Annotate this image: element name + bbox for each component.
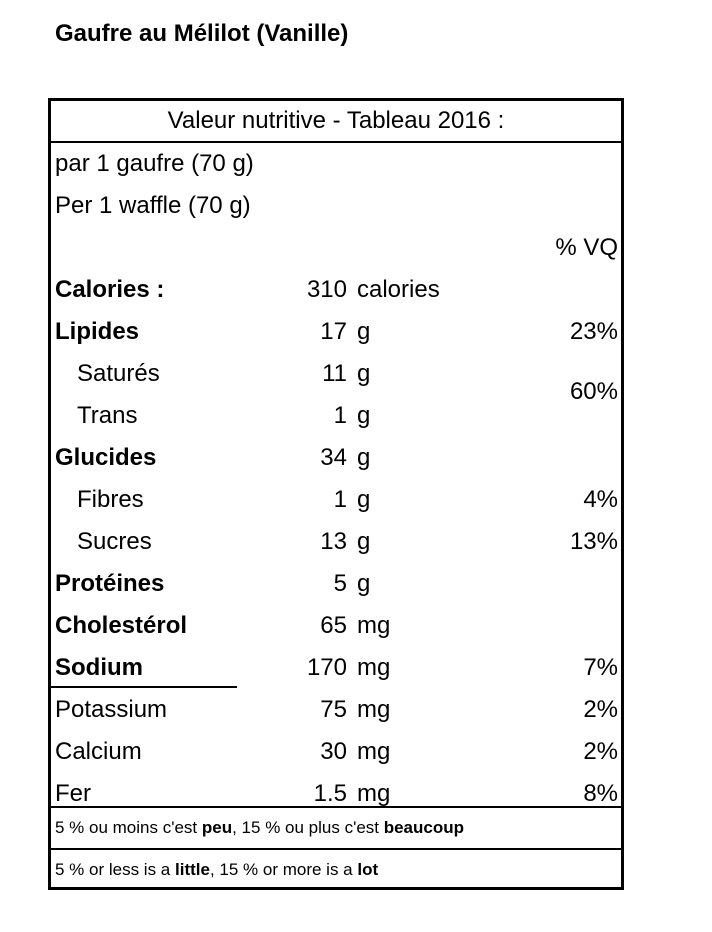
nutrient-name: Sodium: [55, 654, 143, 681]
nutrient-amount: 170: [306, 654, 347, 681]
footnote-en-high: lot: [357, 860, 379, 879]
nutrient-row-fibres: [51, 479, 621, 521]
nutrient-amount: 11: [322, 360, 347, 387]
nutrient-unit: calories: [357, 276, 440, 303]
nutrient-unit: mg: [357, 654, 391, 681]
nutrient-amount: 65: [320, 612, 347, 639]
nutrient-amount: 1.5: [313, 780, 347, 807]
daily-value-header: % VQ: [555, 234, 618, 261]
nutrient-name: Cholestérol: [55, 612, 188, 639]
nutrient-name: Calcium: [55, 738, 142, 765]
nutrient-name: Potassium: [55, 696, 168, 723]
nutrient-percent: 2%: [583, 696, 618, 723]
nutrient-unit: g: [357, 402, 371, 429]
nutrient-row-calcium: [51, 731, 621, 773]
nutrient-row-potassium: [51, 689, 621, 731]
nutrient-row-cholesterol: [51, 605, 621, 647]
nutrient-unit: g: [357, 570, 371, 597]
sodium-divider: [51, 686, 237, 688]
nutrient-row-lipides: [51, 311, 621, 353]
nutrient-percent: 8%: [583, 780, 618, 807]
nutrient-unit: mg: [357, 696, 391, 723]
nutrient-name: Glucides: [55, 444, 157, 471]
serving-size-en: Per 1 waffle (70 g): [55, 192, 251, 219]
nutrient-unit: mg: [357, 738, 391, 765]
nutrient-percent: 4%: [583, 486, 618, 513]
nutrient-name: Calories :: [55, 276, 165, 303]
nutrient-unit: mg: [357, 780, 391, 807]
nutrient-name: Saturés: [77, 360, 160, 387]
nutrient-row-trans: [51, 395, 621, 437]
nutrient-row-sodium: [51, 647, 621, 689]
nutrient-name: Fer: [55, 780, 91, 807]
nutrient-unit: g: [357, 360, 371, 387]
nutrient-unit: g: [357, 528, 371, 555]
product-title: Gaufre au Mélilot (Vanille): [55, 20, 349, 47]
footnote-fr-text: 5 % ou moins c'est: [55, 818, 202, 837]
nutrient-name: Fibres: [77, 486, 144, 513]
footnote-fr: [51, 806, 621, 848]
nutrient-amount: 30: [320, 738, 347, 765]
nutrient-name: Lipides: [55, 318, 140, 345]
nutrient-percent: 23%: [569, 318, 618, 345]
table-header: Valeur nutritive - Tableau 2016 :: [51, 101, 621, 143]
nutrient-amount: 17: [320, 318, 347, 345]
footnote-fr-text-mid: , 15 % ou plus c'est: [232, 818, 384, 837]
nutrient-amount: 13: [320, 528, 347, 555]
footnote-en-low: little: [175, 860, 210, 879]
nutrient-row-satures: [51, 353, 621, 395]
nutrient-amount: 310: [306, 276, 347, 303]
nutrient-amount: 75: [320, 696, 347, 723]
nutrient-amount: 1: [333, 402, 347, 429]
nutrient-unit: g: [357, 318, 371, 345]
nutrient-unit: mg: [357, 612, 391, 639]
nutrient-row-proteines: [51, 563, 621, 605]
nutrient-unit: g: [357, 486, 371, 513]
nutrient-percent: 13%: [569, 528, 618, 555]
nutrient-unit: g: [357, 444, 371, 471]
footnote-en: [51, 848, 621, 890]
footnote-fr-low: peu: [201, 818, 233, 837]
serving-size-fr: par 1 gaufre (70 g): [55, 150, 254, 177]
nutrient-name: Sucres: [77, 528, 152, 555]
nutrient-percent: 7%: [583, 654, 618, 681]
nutrition-facts-table: [48, 98, 624, 890]
nutrient-name: Protéines: [55, 570, 165, 597]
nutrient-percent: 2%: [583, 738, 618, 765]
nutrient-amount: 5: [333, 570, 347, 597]
footnote-en-text: 5 % or less is a: [55, 860, 175, 879]
nutrient-name: Trans: [77, 402, 138, 429]
nutrient-row-glucides: [51, 437, 621, 479]
footnote-fr-high: beaucoup: [383, 818, 465, 837]
nutrient-row-calories: [51, 269, 621, 311]
footnote-en-text-mid: , 15 % or more is a: [209, 860, 358, 879]
saturated-trans-percent: 60%: [569, 378, 618, 405]
nutrient-amount: 34: [320, 444, 347, 471]
nutrient-amount: 1: [333, 486, 347, 513]
nutrient-row-sucres: [51, 521, 621, 563]
